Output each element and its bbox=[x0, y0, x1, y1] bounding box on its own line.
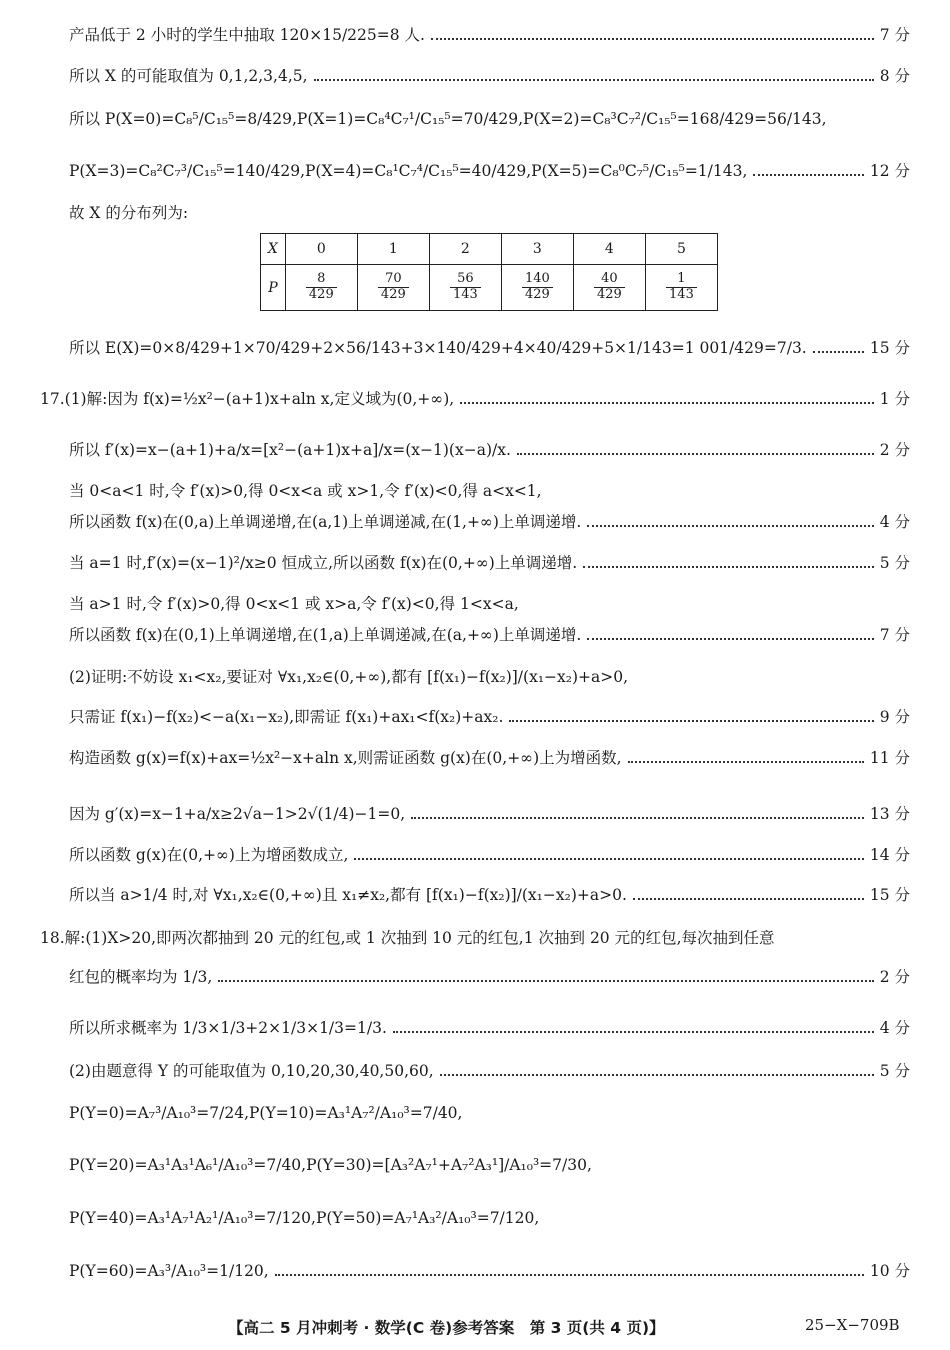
line-text: P(Y=40)=A₃¹A₇¹A₂¹/A₁₀³=7/120,P(Y=50)=A₇¹A₃²/A₁₀³=7/120, bbox=[69, 1209, 540, 1227]
table-row bbox=[261, 265, 718, 311]
solution-line bbox=[69, 69, 910, 85]
score-label: 4 分 bbox=[879, 1019, 910, 1037]
distribution-table bbox=[260, 233, 718, 311]
score-label: 7 分 bbox=[879, 26, 910, 44]
score-label: 4 分 bbox=[879, 513, 910, 531]
line-text: 所以 f′(x)=x−(a+1)+a/x=[x²−(a+1)x+a]/x=(x−1)(x−a)/x. bbox=[69, 441, 511, 459]
score-label: 5 分 bbox=[879, 554, 910, 572]
line-text: 产品低于 2 小时的学生中抽取 120×15/225=8 人. bbox=[69, 26, 425, 44]
line-text: (2)证明:不妨设 x₁<x₂,要证对 ∀x₁,x₂∈(0,+∞),都有 [f(x₁)−f(x₂)]/(x₁−x₂)+a>0, bbox=[69, 668, 629, 686]
line-text: (2)由题意得 Y 的可能取值为 0,10,20,30,40,50,60, bbox=[69, 1062, 434, 1080]
solution-line bbox=[69, 484, 910, 500]
line-text: 所以函数 f(x)在(0,1)上单调递增,在(1,a)上单调递减,在(a,+∞)上单调递增. bbox=[69, 626, 582, 644]
line-text: 因为 g′(x)=x−1+a/x≥2√a−1>2√(1/4)−1=0, bbox=[69, 805, 406, 823]
line-text: 所以 E(X)=0×8/429+1×70/429+2×56/143+3×140/429+4×40/429+5×1/143=1 001/429=7/3. bbox=[69, 339, 807, 357]
line-text: P(X=3)=C₈²C₇³/C₁₅⁵=140/429,P(X=4)=C₈¹C₇⁴/C₁₅⁵=40/429,P(X=5)=C₈⁰C₇⁵/C₁₅⁵=1/143, bbox=[69, 162, 748, 180]
table-row bbox=[261, 234, 718, 265]
numerator: 70 bbox=[378, 272, 409, 288]
solution-line bbox=[69, 443, 910, 459]
table-cell: 0 bbox=[285, 234, 357, 265]
line-text: 当 a>1 时,令 f′(x)>0,得 0<x<1 或 x>a,令 f′(x)<0,得 1<x<a, bbox=[69, 595, 519, 613]
score-label: 5 分 bbox=[879, 1062, 910, 1080]
line-text: 18.解:(1)X>20,即两次都抽到 20 元的红包,或 1 次抽到 10 元的红包,1 次抽到 20 元的红包,每次抽到任意 bbox=[40, 929, 775, 947]
score-label: 11 分 bbox=[869, 749, 910, 767]
fraction bbox=[666, 272, 697, 303]
line-text: 当 a=1 时,f′(x)=(x−1)²/x≥0 恒成立,所以函数 f(x)在(0,+∞)上单调递增. bbox=[69, 554, 578, 572]
score-label: 12 分 bbox=[869, 162, 910, 180]
footer-title: 【高二 5 月冲刺考 · 数学(C 卷)参考答案 第 3 页(共 4 页)】 bbox=[228, 1319, 665, 1337]
leader-dots bbox=[440, 1073, 874, 1076]
leader-dots bbox=[218, 979, 873, 982]
score-label: 7 分 bbox=[879, 626, 910, 644]
line-text: 所以所求概率为 1/3×1/3+2×1/3×1/3=1/3. bbox=[69, 1019, 387, 1037]
denominator: 429 bbox=[380, 287, 406, 302]
solution-line bbox=[69, 164, 910, 180]
solution-line bbox=[69, 28, 910, 44]
denominator: 143 bbox=[669, 287, 694, 302]
leader-dots bbox=[813, 350, 864, 353]
table-cell: 1 bbox=[357, 234, 429, 265]
score-label: 2 分 bbox=[879, 441, 910, 459]
table-cell: 2 bbox=[429, 234, 501, 265]
line-text: P(Y=0)=A₇³/A₁₀³=7/24,P(Y=10)=A₃¹A₇²/A₁₀³=7/40, bbox=[69, 1104, 463, 1122]
leader-dots bbox=[587, 637, 873, 640]
line-text: 所以函数 f(x)在(0,a)上单调递增,在(a,1)上单调递减,在(1,+∞)上单调递增. bbox=[69, 513, 582, 531]
fraction bbox=[450, 272, 481, 303]
solution-line bbox=[69, 628, 910, 644]
leader-dots bbox=[314, 78, 874, 81]
fraction bbox=[378, 272, 409, 303]
score-label: 8 分 bbox=[879, 67, 910, 85]
score-label: 9 分 bbox=[879, 708, 910, 726]
numerator: 140 bbox=[522, 272, 553, 288]
line-text: P(Y=60)=A₃³/A₁₀³=1/120, bbox=[69, 1262, 269, 1280]
solution-line bbox=[40, 931, 910, 947]
fraction bbox=[522, 272, 553, 303]
score-label: 13 分 bbox=[869, 805, 910, 823]
table-cell bbox=[429, 265, 501, 311]
table-cell: X bbox=[261, 234, 286, 265]
line-text: 只需证 f(x₁)−f(x₂)<−a(x₁−x₂),即需证 f(x₁)+ax₁<f(x₂)+ax₂. bbox=[69, 708, 504, 726]
leader-dots bbox=[587, 524, 873, 527]
leader-dots bbox=[633, 897, 864, 900]
solution-line bbox=[69, 341, 910, 357]
leader-dots bbox=[509, 719, 873, 722]
numerator: 1 bbox=[666, 272, 697, 288]
denominator: 429 bbox=[596, 287, 622, 302]
table-cell: 3 bbox=[501, 234, 573, 265]
line-text: 故 X 的分布列为: bbox=[69, 204, 189, 222]
solution-line bbox=[69, 751, 910, 767]
score-label: 2 分 bbox=[879, 968, 910, 986]
leader-dots bbox=[517, 452, 874, 455]
line-text: 当 0<a<1 时,令 f′(x)>0,得 0<x<a 或 x>1,令 f′(x)<0,得 a<x<1, bbox=[69, 482, 542, 500]
leader-dots bbox=[753, 173, 863, 176]
footer-code: 25−X−709B bbox=[805, 1316, 900, 1334]
score-label: 1 分 bbox=[879, 390, 910, 408]
solution-line bbox=[69, 1158, 910, 1174]
table-cell bbox=[573, 265, 645, 311]
solution-line bbox=[69, 1264, 910, 1280]
numerator: 8 bbox=[306, 272, 337, 288]
solution-line bbox=[69, 1021, 910, 1037]
leader-dots bbox=[275, 1273, 864, 1276]
line-text: 红包的概率均为 1/3, bbox=[69, 968, 213, 986]
solution-line bbox=[69, 112, 910, 128]
table-cell: P bbox=[261, 265, 286, 311]
numerator: 40 bbox=[594, 272, 625, 288]
leader-dots bbox=[411, 816, 864, 819]
solution-line bbox=[69, 1064, 910, 1080]
line-text: 构造函数 g(x)=f(x)+ax=½x²−x+aln x,则需证函数 g(x)在(0,+∞)上为增函数, bbox=[69, 749, 622, 767]
line-text: 所以 X 的可能取值为 0,1,2,3,4,5, bbox=[69, 67, 308, 85]
denominator: 143 bbox=[452, 287, 478, 302]
leader-dots bbox=[354, 857, 863, 860]
score-label: 10 分 bbox=[869, 1262, 910, 1280]
solution-line bbox=[69, 206, 910, 222]
solution-line bbox=[69, 515, 910, 531]
fraction bbox=[306, 272, 337, 303]
table-cell bbox=[285, 265, 357, 311]
solution-line bbox=[69, 710, 910, 726]
line-text: P(Y=20)=A₃¹A₃¹A₆¹/A₁₀³=7/40,P(Y=30)=[A₃²A₇¹+A₇²A₃¹]/A₁₀³=7/30, bbox=[69, 1156, 592, 1174]
table-cell: 5 bbox=[645, 234, 717, 265]
line-text: 17.(1)解:因为 f(x)=½x²−(a+1)x+aln x,定义域为(0,+∞), bbox=[40, 390, 455, 408]
denominator: 429 bbox=[524, 287, 550, 302]
score-label: 14 分 bbox=[869, 846, 910, 864]
leader-dots bbox=[431, 37, 874, 40]
solution-line bbox=[69, 888, 910, 904]
table-cell bbox=[501, 265, 573, 311]
line-text: 所以当 a>1/4 时,对 ∀x₁,x₂∈(0,+∞)且 x₁≠x₂,都有 [f(x₁)−f(x₂)]/(x₁−x₂)+a>0. bbox=[69, 886, 627, 904]
line-text: 所以函数 g(x)在(0,+∞)上为增函数成立, bbox=[69, 846, 349, 864]
solution-line bbox=[69, 556, 910, 572]
table-cell bbox=[645, 265, 717, 311]
denominator: 429 bbox=[308, 287, 334, 302]
table-cell: 4 bbox=[573, 234, 645, 265]
line-text: 所以 P(X=0)=C₈⁵/C₁₅⁵=8/429,P(X=1)=C₈⁴C₇¹/C₁₅⁵=70/429,P(X=2)=C₈³C₇²/C₁₅⁵=168/429=56/143, bbox=[69, 110, 827, 128]
leader-dots bbox=[583, 565, 873, 568]
solution-line bbox=[69, 670, 910, 686]
solution-line bbox=[69, 1211, 910, 1227]
leader-dots bbox=[628, 760, 864, 763]
leader-dots bbox=[460, 401, 874, 404]
solution-line bbox=[69, 1106, 910, 1122]
solution-line bbox=[69, 848, 910, 864]
table-cell bbox=[357, 265, 429, 311]
numerator: 56 bbox=[450, 272, 481, 288]
score-label: 15 分 bbox=[869, 339, 910, 357]
leader-dots bbox=[393, 1030, 874, 1033]
score-label: 15 分 bbox=[869, 886, 910, 904]
solution-line bbox=[69, 807, 910, 823]
solution-line bbox=[40, 392, 910, 408]
fraction bbox=[594, 272, 625, 303]
solution-line bbox=[69, 597, 910, 613]
page-footer bbox=[0, 1316, 950, 1336]
solution-line bbox=[69, 970, 910, 986]
